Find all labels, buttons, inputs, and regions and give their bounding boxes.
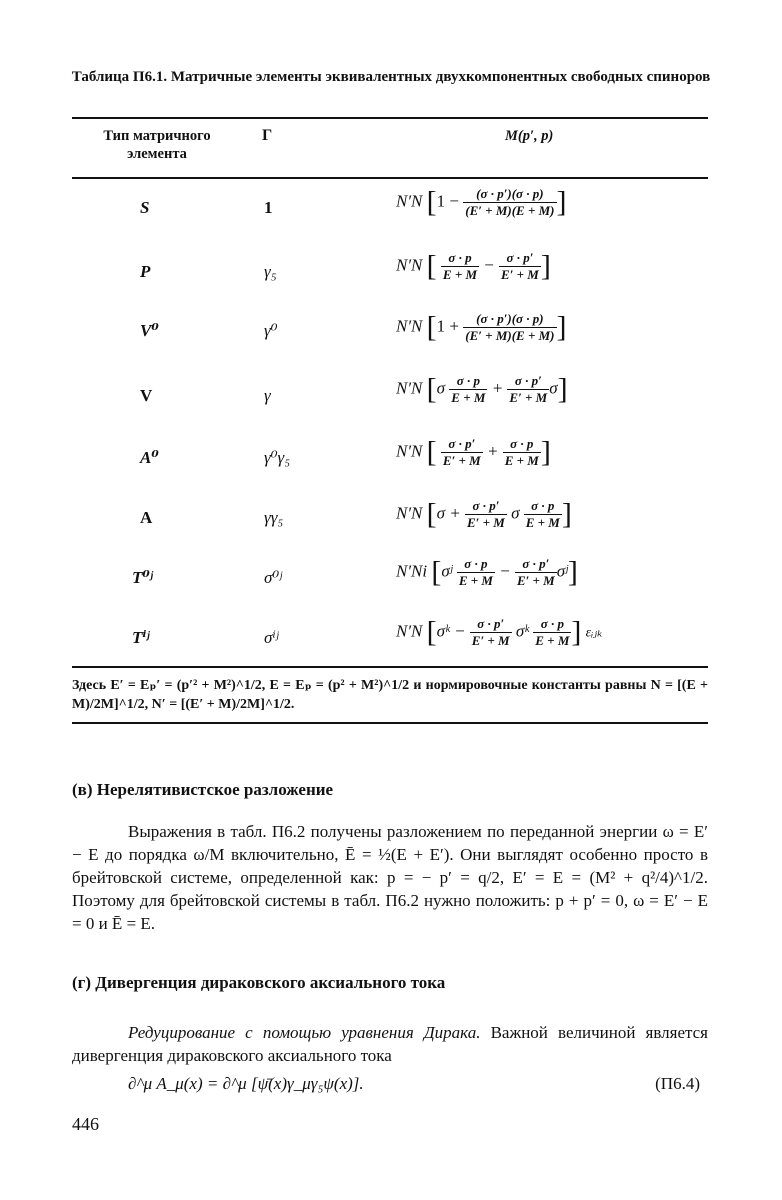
row-matrix: N′Ni [σʲ $\frac{\sigma \cdot p}{E + M}$ − $\frac{\sigma \cdot p'}{E' + M}$ σʲ] bbox=[396, 555, 578, 589]
row-gamma: 1 bbox=[264, 198, 273, 217]
row-type: V bbox=[140, 386, 153, 405]
row-matrix: N′N [σᵏ − $\frac{\sigma \cdot p'}{E' + M}$ σᵏ $\frac{\sigma \cdot p}{E + M}$ ] εᵢⱼₖ bbox=[396, 615, 603, 649]
row-gamma: γ₅ bbox=[264, 262, 277, 281]
row-gamma: σⁱʲ bbox=[264, 628, 279, 647]
header-type: Тип матричного элемента bbox=[103, 128, 211, 162]
row-type: A⁰ bbox=[140, 448, 159, 467]
row-type: V⁰ bbox=[140, 321, 159, 340]
section-heading-g: (г) Дивергенция дираковского аксиального тока bbox=[72, 973, 446, 992]
section-heading-v: (в) Нерелятивистское разложение bbox=[72, 780, 334, 799]
row-matrix: N′N [ $\frac{\sigma \cdot p'}{E' + M}$ + $\frac{\sigma \cdot p}{E + M}$ ] bbox=[396, 435, 551, 469]
row-type: P bbox=[140, 262, 151, 281]
row-type: Tⁱʲ bbox=[132, 628, 150, 647]
table-bottom-rule bbox=[72, 666, 708, 668]
table-caption: Таблица П6.1. Матричные элементы эквивалентных двухкомпонентных свободных спиноров bbox=[71, 69, 711, 85]
row-type: S bbox=[140, 198, 150, 217]
row-gamma: γ⁰γ₅ bbox=[264, 448, 291, 467]
table-header-rule bbox=[72, 177, 708, 179]
row-matrix: N′N [1 − $\frac{(\sigma \cdot p')(\sigma \cdot p)}{(E' + M)(E + M)}$ ] bbox=[396, 185, 567, 219]
row-gamma: γγ₅ bbox=[264, 508, 284, 527]
row-type: A bbox=[140, 508, 153, 527]
section-v-paragraph: Выражения в табл. П6.2 получены разложением по переданной энергии ω = E′ − E до порядка ω/M включительно, Ē = ½(E + E′). Они выглядят особенно просто в брейтовской системе, определенной как: p = − p′ = q/2, E′ = E = (M² + q²/4)^1/2. Поэтому для брейтовской системы в табл. П6.2 нужно положить: p + p′ = 0, ω = E′ − E = 0 и Ē = E. bbox=[72, 822, 708, 933]
row-gamma: γ⁰ bbox=[264, 321, 278, 340]
row-matrix: N′N [1 + $\frac{(\sigma \cdot p')(\sigma \cdot p)}{(E' + M)(E + M)}$ ] bbox=[396, 310, 567, 344]
page-number: 446 bbox=[72, 1114, 99, 1134]
paragraph-lead: Редуцирование с помощью уравнения Дирака. bbox=[128, 1023, 481, 1042]
row-type: T⁰ʲ bbox=[132, 568, 154, 587]
row-gamma: σ⁰ʲ bbox=[264, 568, 282, 587]
table-top-rule bbox=[72, 117, 708, 119]
row-matrix: N′N [σ + $\frac{\sigma \cdot p'}{E' + M}$ σ $\frac{\sigma \cdot p}{E + M}$ ] bbox=[396, 497, 572, 531]
section-g-paragraph bbox=[72, 1021, 708, 1067]
table-note: Здесь E′ = Eₚ′ = (p′² + M²)^1/2, E = Eₚ = (p² + M²)^1/2 и нормировочные константы равны N = [(E + M)/2M]^1/2, N′ = [(E′ + M)/2M]^1/2. bbox=[72, 678, 708, 712]
equation: ∂^μ A_μ(x) = ∂^μ [ψ̄(x)γ_μγ₅ψ(x)]. bbox=[128, 1074, 364, 1093]
row-matrix: N′N [ $\frac{\sigma \cdot p}{E + M}$ − $\frac{\sigma \cdot p'}{E' + M}$ ] bbox=[396, 249, 551, 283]
header-gamma: Γ bbox=[262, 127, 273, 144]
note-bottom-rule bbox=[72, 722, 708, 724]
row-matrix: N′N [σ $\frac{\sigma \cdot p}{E + M}$ + $\frac{\sigma \cdot p'}{E' + M}$ σ] bbox=[396, 372, 568, 406]
paragraph-text: Важной величиной является дивергенция дираковского аксиального тока bbox=[72, 1023, 709, 1065]
row-gamma: γ bbox=[264, 386, 271, 405]
header-matrix: M(p′, p) bbox=[505, 128, 554, 144]
equation-number: (П6.4) bbox=[655, 1074, 700, 1093]
